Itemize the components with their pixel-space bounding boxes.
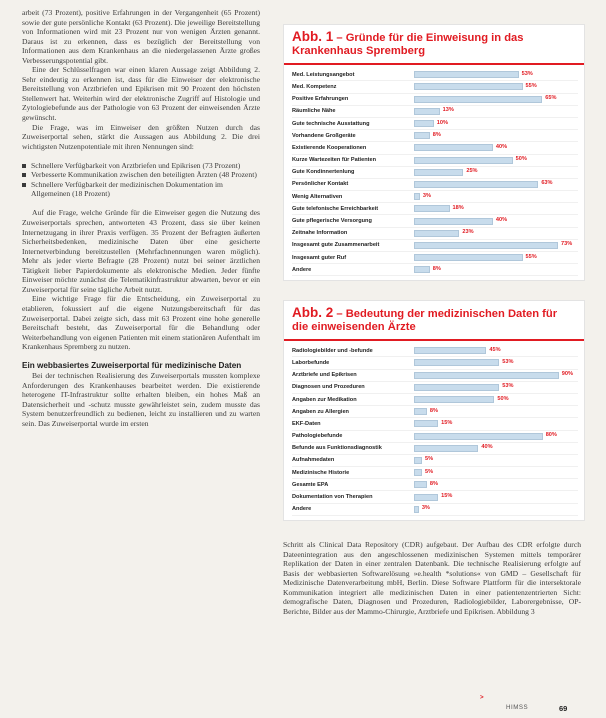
- figure-2-caption: Bedeutung der medizinischen Daten für die einweisenden Ärzte: [292, 308, 558, 333]
- bar-track: [414, 445, 578, 452]
- category-label: Insgesamt guter Ruf: [292, 254, 347, 261]
- value-label: 8%: [429, 407, 438, 414]
- bar: [414, 347, 486, 354]
- chart-row: [292, 130, 578, 142]
- bar-track: [414, 384, 578, 391]
- chart-row: [292, 357, 578, 369]
- bar-track: [414, 230, 578, 237]
- chart-row: [292, 491, 578, 503]
- value-label: 55%: [525, 82, 537, 89]
- paragraph: Eine der Schlüsselfragen war einen klaren Aussage zeigt Abbildung 2. Sehr eindeutig zu erkennen ist, dass für die Einweiser der elektronische Bereitstellung von Arztbriefen und Epikrisen mit 90 Prozent den höchsten Stellenwert hat. Weiterhin wird der elektronische Zugriff auf Histologie und Zytologiebefunde aus der Pathologie von 63 Prozent der einweisenden Ärzte gewünscht.: [22, 65, 260, 123]
- category-label: Kurze Wartezeiten für Patienten: [292, 157, 377, 164]
- paragraph: Eine wichtige Frage für die Entscheidung, ein Zuweiserportal zu etablieren, fokussiert auf die eigene Nutzungsbereitschaft für das Zuweiserportal. Dabei zeigte sich, dass mit 63 Prozent eine hohe generelle Bereitschaft besteht, das Zuweiserportal für die Behandlung oder Weiterbehandlung von eigenen Patienten mit einem stationären Aufenthalt im Krankenhaus Spremberg zu nutzen.: [22, 294, 260, 352]
- value-label: 5%: [425, 468, 434, 475]
- bar: [414, 372, 559, 379]
- list-item: Schnellere Verfügbarkeit der medizinischen Dokumentation im Allgemeinen (18 Prozent): [22, 180, 260, 199]
- bar-track: [414, 205, 578, 212]
- category-label: Gesamte EPA: [292, 481, 329, 488]
- value-label: 23%: [462, 229, 474, 236]
- bar-chart-2: [284, 341, 584, 520]
- list-item: Verbesserte Kommunikation zwischen den beteiligten Ärzten (48 Prozent): [22, 170, 260, 180]
- bar: [414, 144, 493, 151]
- value-label: 15%: [441, 493, 453, 500]
- bar-track: [414, 83, 578, 90]
- category-label: Zeitnahe Information: [292, 230, 348, 237]
- value-label: 8%: [432, 265, 441, 272]
- category-label: Gute Kondinnertenlung: [292, 169, 355, 176]
- bar: [414, 266, 430, 273]
- chart-row: [292, 394, 578, 406]
- chart-row: [292, 479, 578, 491]
- bar: [414, 433, 543, 440]
- bar-track: [414, 169, 578, 176]
- value-label: 90%: [561, 371, 573, 378]
- category-label: Existierende Kooperationen: [292, 144, 367, 151]
- value-label: 8%: [432, 131, 441, 138]
- value-label: 13%: [442, 107, 454, 114]
- value-label: 50%: [515, 156, 527, 163]
- chart-row: [292, 504, 578, 516]
- chart-row: [292, 69, 578, 81]
- category-label: EKF-Daten: [292, 420, 321, 427]
- value-label: 8%: [429, 480, 438, 487]
- bar: [414, 218, 493, 225]
- bar-track: [414, 420, 578, 427]
- bar: [414, 205, 450, 212]
- chart-row: [292, 215, 578, 227]
- category-label: Andere: [292, 266, 312, 273]
- value-label: 3%: [421, 505, 430, 512]
- bar-track: [414, 347, 578, 354]
- paragraph: Auf die Frage, welche Gründe für die Einweiser gegen die Nutzung des Zuweiserportals sprechen, antworteten 43 Prozent, dass sie über keinen Internetzugang in ihrer Praxis verfügen. 35 Prozent der Befragten äußerten Sicherheitsbedenken, medizinische Daten über eine gesicherte Internetverbindung bereitzustellen (Mehrfachnennungen waren möglich). Mehr als jeder vierte Befragte (28 Prozent) nutzt bei seiner ärztlichen Tätigkeit lieber Papierdokumente als elektronische Medien. Jeder fünfte Einweiser möchte zunächst die Telematikinfrastruktur abwarten, bevor er ein Zuweiserportal für seine tägliche Arbeit nutzt.: [22, 208, 260, 294]
- category-label: Andere: [292, 506, 312, 513]
- chart-row: [292, 81, 578, 93]
- chart-row: [292, 252, 578, 264]
- category-label: Aufnahmedaten: [292, 457, 335, 464]
- bar: [414, 71, 519, 78]
- category-label: Arztbriefe und Epikrisen: [292, 372, 357, 379]
- bar: [414, 469, 422, 476]
- bar-track: [414, 71, 578, 78]
- chart-row: [292, 370, 578, 382]
- bar: [414, 506, 419, 513]
- bar: [414, 181, 538, 188]
- bar-track: [414, 433, 578, 440]
- bar: [414, 242, 558, 249]
- chart-row: [292, 118, 578, 130]
- figure-2-number: Abb. 2: [292, 305, 334, 320]
- category-label: Angaben zur Medikation: [292, 396, 357, 403]
- bar: [414, 120, 434, 127]
- category-label: Gute technische Ausstattung: [292, 120, 370, 127]
- section-heading: Ein webbasiertes Zuweiserportal für medizinische Daten: [22, 361, 242, 371]
- chart-row: [292, 155, 578, 167]
- category-label: Vorhandene Großgeräte: [292, 132, 356, 139]
- figure-2: [283, 300, 585, 521]
- bar-track: [414, 494, 578, 501]
- category-label: Gute telefonische Erreichbarkeit: [292, 205, 379, 212]
- bar-track: [414, 266, 578, 273]
- paragraph: arbeit (73 Prozent), positive Erfahrungen in der Vergangenheit (65 Prozent) sowie der gute persönliche Kontakt (63 Prozent). Die jeweilige Bereitstellung von Informationen wird mit 23 Prozent nur von wenigen Ärzten genannt. Daraus ist zu erkennen, dass es bezüglich der Bereitstellung von Informationen aus dem Krankenhaus an die niedergelassenen Ärzte großes Verbesserungspotential gibt.: [22, 8, 260, 65]
- bar-track: [414, 193, 578, 200]
- chart-row: [292, 345, 578, 357]
- chart-row: [292, 264, 578, 276]
- value-label: 63%: [541, 180, 553, 187]
- bar: [414, 83, 523, 90]
- bar-track: [414, 481, 578, 488]
- page-number: 69: [559, 704, 568, 713]
- bar-track: [414, 181, 578, 188]
- bar-chart-1: [284, 65, 584, 280]
- category-label: Gute pflegerische Versorgung: [292, 218, 372, 225]
- value-label: 10%: [436, 119, 448, 126]
- value-label: 53%: [521, 70, 533, 77]
- text-column-left: [22, 8, 260, 429]
- value-label: 18%: [452, 204, 464, 211]
- chart-row: [292, 167, 578, 179]
- bar-track: [414, 218, 578, 225]
- chart-row: [292, 106, 578, 118]
- value-label: 3%: [422, 192, 431, 199]
- bar: [414, 494, 438, 501]
- value-label: 55%: [525, 253, 537, 260]
- category-label: Persönlicher Kontakt: [292, 181, 349, 188]
- bar-track: [414, 254, 578, 261]
- chart-row: [292, 142, 578, 154]
- value-label: 40%: [495, 143, 508, 150]
- bar-track: [414, 359, 578, 366]
- category-label: Angaben zu Allergien: [292, 408, 349, 415]
- bar: [414, 384, 499, 391]
- bar: [414, 445, 478, 452]
- bar-track: [414, 144, 578, 151]
- category-label: Medizinische Historie: [292, 469, 350, 476]
- bar: [414, 481, 427, 488]
- chart-row: [292, 191, 578, 203]
- value-label: 73%: [561, 241, 573, 248]
- bar-track: [414, 469, 578, 476]
- category-label: Pathologiebefunde: [292, 433, 343, 440]
- figure-1: [283, 24, 585, 281]
- chart-row: [292, 382, 578, 394]
- figure-1-caption: Gründe für die Einweisung in das Krankenhaus Spremberg: [292, 32, 524, 57]
- bar-track: [414, 372, 578, 379]
- value-label: 65%: [545, 95, 557, 102]
- chart-row: [292, 94, 578, 106]
- category-label: Med. Leistungsangebot: [292, 71, 355, 78]
- chart-row: [292, 179, 578, 191]
- bar: [414, 396, 494, 403]
- category-label: Radiologiebilder und -befunde: [292, 347, 373, 354]
- continue-arrow-icon: >: [480, 694, 484, 701]
- bar: [414, 108, 440, 115]
- bar: [414, 132, 430, 139]
- value-label: 40%: [495, 217, 508, 224]
- list-item: Schnellere Verfügbarkeit von Arztbriefen und Epikrisen (73 Prozent): [22, 161, 260, 171]
- bar: [414, 193, 420, 200]
- bullet-list: [22, 161, 260, 199]
- bar-track: [414, 457, 578, 464]
- bar: [414, 230, 459, 237]
- value-label: 40%: [481, 444, 493, 451]
- bar: [414, 408, 427, 415]
- category-label: Positive Erfahrungen: [292, 96, 349, 103]
- chart-row: [292, 431, 578, 443]
- figure-1-number: Abb. 1: [292, 29, 334, 44]
- paragraph: Die Frage, was im Einweiser den größten Nutzen durch das Zuweiserportal sehen, stärkt die Aussagen aus Abbildung 2. Die drei wichtigsten Nutzenpotentiale mit ihren Nennungen sind:: [22, 122, 260, 151]
- text-column-right: [283, 540, 581, 616]
- chart-row: [292, 228, 578, 240]
- value-label: 50%: [497, 395, 509, 402]
- category-label: Insgesamt gute Zusammenarbeit: [292, 242, 380, 249]
- figure-2-title: Abb. 2 – Bedeutung der medizinischen Daten für die einweisenden Ärzte: [284, 301, 584, 341]
- bar: [414, 420, 438, 427]
- category-label: Räumliche Nähe: [292, 108, 336, 115]
- value-label: 5%: [425, 456, 434, 463]
- bar-track: [414, 396, 578, 403]
- category-label: Dokumentation von Therapien: [292, 494, 373, 501]
- bar-track: [414, 506, 578, 513]
- category-label: Diagnosen und Prozeduren: [292, 384, 365, 391]
- bar: [414, 157, 513, 164]
- paragraph: Bei der technischen Realisierung des Zuweiserportals mussten komplexe Anforderungen des Krankenhauses bearbeitet werden. Die existierende heterogene IT-Infrastruktur sollte erhalten bleiben, ein hohes Maß an Datensicherheit und -schutz musste gewährleistet sein, zudem musste das System benutzerfreundlich zu bedienen, leicht zu installieren und zu warten sein. Das Zuweiserportal wurde im ersten: [22, 371, 260, 428]
- bar-track: [414, 108, 578, 115]
- chart-row: [292, 240, 578, 252]
- value-label: 45%: [489, 346, 501, 353]
- bar: [414, 169, 463, 176]
- bar-track: [414, 120, 578, 127]
- bar: [414, 457, 422, 464]
- chart-row: [292, 203, 578, 215]
- chart-row: [292, 406, 578, 418]
- category-label: Befunde aus Funktionsdiagnostik: [292, 445, 382, 452]
- category-label: Med. Kompetenz: [292, 83, 337, 90]
- bar-track: [414, 242, 578, 249]
- bar-track: [414, 408, 578, 415]
- value-label: 53%: [502, 358, 514, 365]
- bar-track: [414, 96, 578, 103]
- chart-row: [292, 455, 578, 467]
- category-label: Wenig Alternativen: [292, 193, 343, 200]
- paragraph: Schritt als Clinical Data Repository (CDR) aufgebaut. Der Aufbau des CDR erfolgte durch Dateenintegration aus den angeschlossenen medizinischen Systemen mittels temporärer Replikation der Daten in einer zentralen Datenbank. Die technische Realisierung erfolgte auf Basis der webbasierten Softwarelösung »e.health *solutions« von GMD – Gesellschaft für Medizinische Datenverarbeitung mbH, Berlin. Diese Software Plattform für die intersektorale Kommunikation integriert alle medizinischen Daten in einer patientenzentrierten Sicht: demografische Daten, Diagnosen und Prozeduren, Radiologiebilder, Laborergebnisse, OP-Berichte, Bilder aus der Mammo-Chirurgie, Arztbriefe und Epikrisen. Abbildung 3: [283, 540, 581, 616]
- bar-track: [414, 132, 578, 139]
- bar: [414, 359, 499, 366]
- chart-row: [292, 443, 578, 455]
- value-label: 53%: [502, 383, 514, 390]
- value-label: 80%: [545, 432, 557, 439]
- figure-1-title: Abb. 1 – Gründe für die Einweisung in das Krankenhaus Spremberg: [284, 25, 584, 65]
- bar: [414, 254, 523, 261]
- chart-row: [292, 467, 578, 479]
- magazine-name: HIMSS: [506, 704, 529, 711]
- value-label: 15%: [441, 419, 453, 426]
- value-label: 25%: [466, 168, 478, 175]
- bar: [414, 96, 542, 103]
- chart-row: [292, 418, 578, 430]
- category-label: Laborbefunde: [292, 359, 330, 366]
- bar-track: [414, 157, 578, 164]
